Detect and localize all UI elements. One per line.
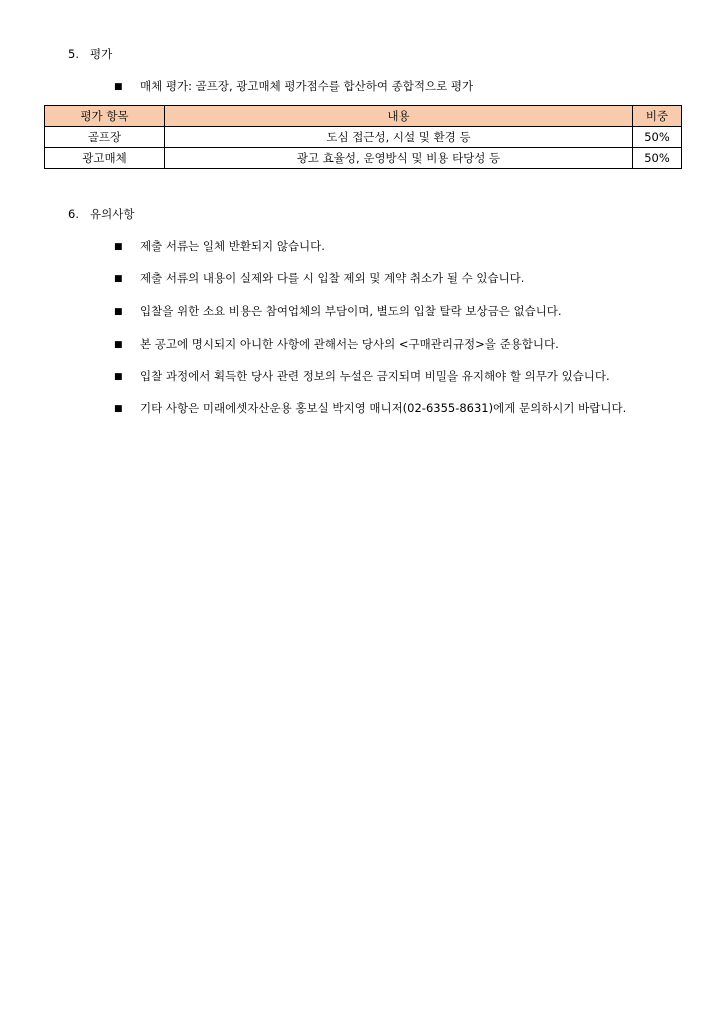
table-cell-weight: 50%	[633, 127, 682, 148]
bullet-square-icon: ■	[114, 404, 123, 414]
notice-text: 입찰 과정에서 획득한 당사 관련 정보의 누설은 금지되며 비밀을 유지해야 할 의무가 있습니다.	[140, 369, 610, 383]
bullet-square-icon: ■	[114, 340, 123, 350]
bullet-square-icon: ■	[114, 242, 123, 252]
list-item	[114, 270, 524, 286]
notice-text: 본 공고에 명시되지 아니한 사항에 관해서는 당사의 <구매관리규정>을 준용합니다.	[140, 337, 559, 351]
notice-text: 기타 사항은 미래에셋자산운용 홍보실 박지영 매니저(02-6355-8631)에게 문의하시기 바랍니다.	[140, 401, 627, 415]
table-header-weight: 비중	[633, 106, 682, 127]
table-cell-content: 광고 효율성, 운영방식 및 비용 타당성 등	[165, 148, 633, 169]
section-6-heading	[68, 206, 134, 222]
section-5-bullet	[114, 78, 473, 94]
table-header-content: 내용	[165, 106, 633, 127]
table-header-item: 평가 항목	[45, 106, 165, 127]
section-6-number: 6.	[68, 207, 79, 221]
notice-text: 입찰을 위한 소요 비용은 참여업체의 부담이며, 별도의 입찰 탈락 보상금은 없습니다.	[140, 304, 562, 318]
section-5-number: 5.	[68, 47, 79, 61]
section-5-bullet-text: 매체 평가: 골프장, 광고매체 평가점수를 합산하여 종합적으로 평가	[140, 79, 474, 93]
table-cell-item: 광고매체	[45, 148, 165, 169]
section-5-title: 평가	[90, 47, 113, 61]
notice-text: 제출 서류는 일체 반환되지 않습니다.	[140, 239, 325, 253]
list-item	[114, 303, 562, 319]
list-item	[114, 238, 325, 254]
table-row	[45, 127, 682, 148]
table-cell-item: 골프장	[45, 127, 165, 148]
section-6-title: 유의사항	[90, 207, 135, 221]
list-item	[114, 368, 610, 384]
bullet-square-icon: ■	[114, 82, 123, 92]
list-item	[114, 336, 559, 352]
bullet-square-icon: ■	[114, 307, 123, 317]
table-cell-weight: 50%	[633, 148, 682, 169]
notice-text: 제출 서류의 내용이 실제와 다를 시 입찰 제외 및 계약 취소가 될 수 있습니다.	[140, 271, 525, 285]
table-row	[45, 148, 682, 169]
list-item	[114, 400, 626, 416]
table-header-row	[45, 106, 682, 127]
section-5-heading	[68, 46, 112, 62]
evaluation-table	[44, 105, 682, 169]
table-cell-content: 도심 접근성, 시설 및 환경 등	[165, 127, 633, 148]
bullet-square-icon: ■	[114, 274, 123, 284]
bullet-square-icon: ■	[114, 372, 123, 382]
